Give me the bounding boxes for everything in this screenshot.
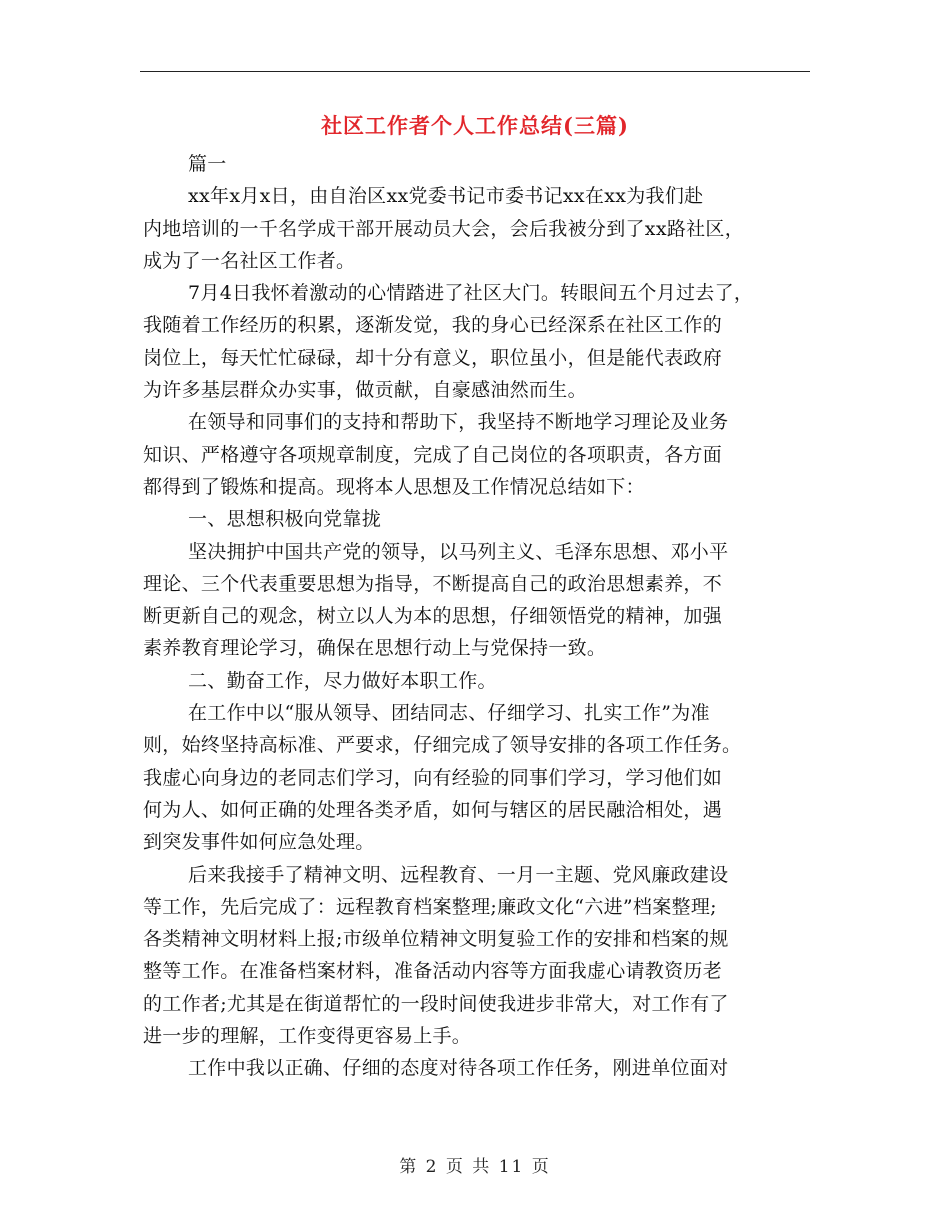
paragraph-line: 后来我接手了精神文明、远程教育、一月一主题、党风廉政建设 [188,863,729,886]
paragraph-line: 各类精神文明材料上报;市级单位精神文明复验工作的安排和档案的规 [143,928,729,951]
paragraph-line: 则，始终坚持高标准、严要求，仔细完成了领导安排的各项工作任务。 [143,734,742,757]
paragraph-line: 在工作中以“服从领导、团结同志、仔细学习、扎实工作”为准 [188,702,710,725]
paragraph-line: 断更新自己的观念，树立以人为本的思想，仔细领悟党的精神，加强 [143,605,723,628]
paragraph-line: 整等工作。在准备档案材料，准备活动内容等方面我虚心请教资历老 [143,960,723,983]
paragraph-line: 何为人、如何正确的处理各类矛盾，如何与辖区的居民融洽相处，遇 [143,798,723,821]
paragraph-line: 成为了一名社区工作者。 [143,249,356,272]
paragraph-line: 知识、严格遵守各项规章制度，完成了自己岗位的各项职责，各方面 [143,443,723,466]
paragraph-line: 素养教育理论学习，确保在思想行动上与党保持一致。 [143,637,607,660]
paragraph-line: 我虚心向身边的老同志们学习，向有经验的同事们学习，学习他们如 [143,766,723,789]
paragraph-line: 工作中我以正确、仔细的态度对待各项工作任务，刚进单位面对 [188,1057,729,1080]
paragraph-line: xx年x月x日，由自治区xx党委书记市委书记xx在xx为我们赴 [188,185,704,208]
page-footer: 第 2 页 共 11 页 [399,1157,551,1177]
paragraph-line: 在领导和同事们的支持和帮助下，我坚持不断地学习理论及业务 [188,411,729,434]
section-heading: 二、勤奋工作，尽力做好本职工作。 [188,669,497,692]
paragraph-line: 都得到了锻炼和提高。现将本人思想及工作情况总结如下： [143,475,645,498]
paragraph-line: 理论、三个代表重要思想为指导，不断提高自己的政治思想素养，不 [143,572,723,595]
paragraph-line: 篇一 [188,153,227,175]
paragraph-line: 我随着工作经历的积累，逐渐发觉，我的身心已经深系在社区工作的 [143,314,723,337]
paragraph-line: 7月4日我怀着激动的心情踏进了社区大门。转眼间五个月过去了， [188,282,754,305]
section-heading: 一、思想积极向党靠拢 [188,508,382,531]
paragraph-line: 的工作者;尤其是在街道帮忙的一段时间使我进步非常大，对工作有了 [143,992,729,1015]
paragraph-line: 等工作，先后完成了：远程教育档案整理;廉政文化“六进”档案整理; [143,895,717,918]
paragraph-line: 坚决拥护中国共产党的领导，以马列主义、毛泽东思想、邓小平 [188,540,729,563]
paragraph-line: 为许多基层群众办实事，做贡献，自豪感油然而生。 [143,379,587,402]
paragraph-line: 内地培训的一千名学成干部开展动员大会，会后我被分到了xx路社区， [143,217,745,240]
paragraph-line: 到突发事件如何应急处理。 [143,831,375,854]
header-rule [140,71,810,72]
paragraph-line: 岗位上，每天忙忙碌碌，却十分有意义，职位虽小，但是能代表政府 [143,346,723,369]
document-body [143,148,823,1085]
document-title: 社区工作者个人工作总结(三篇) [321,113,629,138]
paragraph-line: 进一步的理解，工作变得更容易上手。 [143,1025,472,1048]
